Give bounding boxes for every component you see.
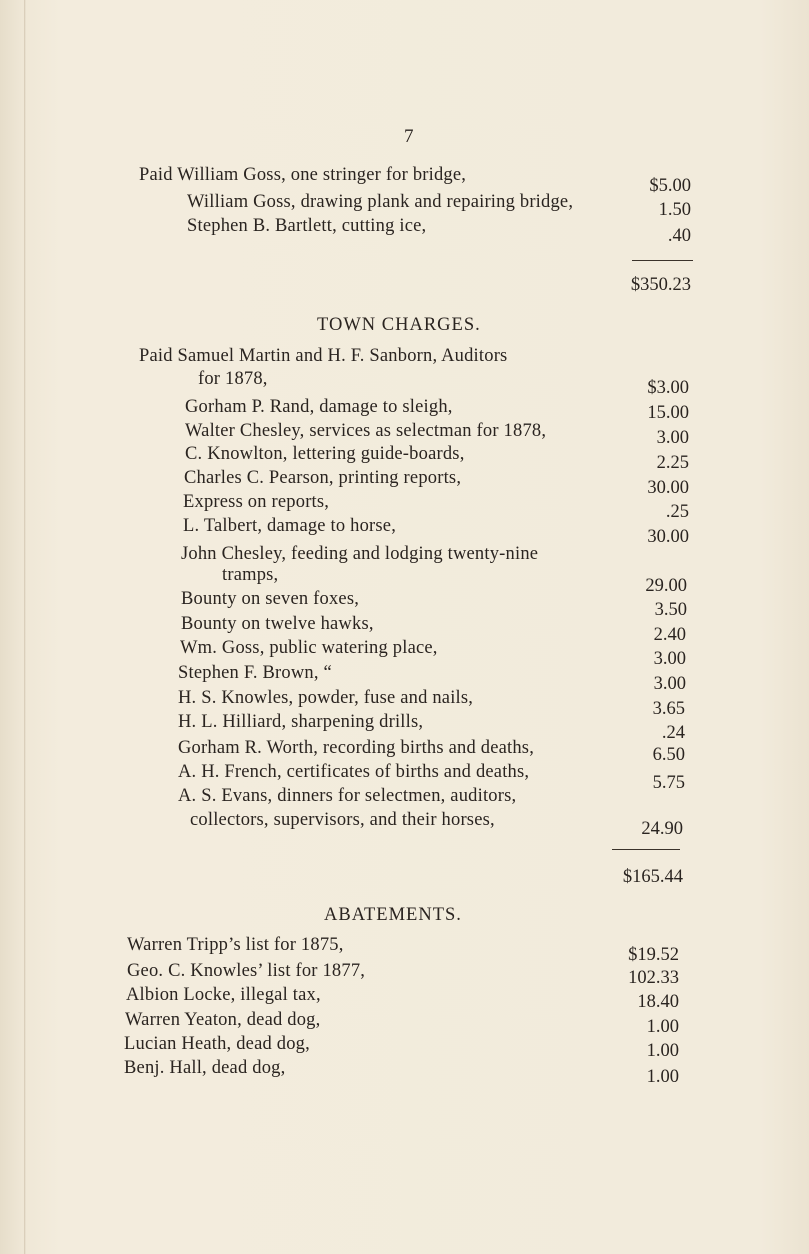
entry-amount: 3.00 <box>653 649 686 669</box>
section-total: $350.23 <box>630 275 691 295</box>
entry-description: A. S. Evans, dinners for selectmen, auditors, <box>178 786 517 806</box>
entry-description: Bounty on seven foxes, <box>181 589 360 609</box>
entry-description: William Goss, drawing plank and repairing bridge, <box>187 192 574 212</box>
entry-amount: 24.90 <box>641 819 683 839</box>
entry-description: H. L. Hilliard, sharpening drills, <box>178 712 424 732</box>
total-rule <box>632 260 693 261</box>
entry-description: L. Talbert, damage to horse, <box>183 516 397 536</box>
entry-amount: 15.00 <box>647 403 689 423</box>
entry-description: A. H. French, certificates of births and deaths, <box>178 762 530 782</box>
entry-description: Warren Yeaton, dead dog, <box>125 1010 321 1030</box>
entry-description: C. Knowlton, lettering guide-boards, <box>185 444 465 464</box>
entry-amount: 102.33 <box>628 968 679 988</box>
entry-description: Paid Samuel Martin and H. F. Sanborn, Auditors <box>139 346 508 366</box>
entry-amount: 3.00 <box>656 428 689 448</box>
entry-amount: .24 <box>661 723 685 743</box>
entry-description: Paid William Goss, one stringer for bridge, <box>139 165 467 185</box>
entry-description: Lucian Heath, dead dog, <box>124 1034 310 1054</box>
section-heading-town-charges: TOWN CHARGES. <box>317 315 481 335</box>
entry-description: John Chesley, feeding and lodging twenty-nine <box>181 544 539 564</box>
entry-amount: $5.00 <box>649 176 691 196</box>
entry-amount: .40 <box>667 226 691 246</box>
entry-amount: 1.00 <box>646 1041 679 1061</box>
page-number: 7 <box>404 126 414 147</box>
entry-amount: 1.00 <box>646 1017 679 1037</box>
entry-amount: 3.00 <box>653 674 686 694</box>
entry-amount: 1.50 <box>658 200 691 220</box>
entry-amount: .25 <box>665 502 689 522</box>
entry-amount: 5.75 <box>652 773 685 793</box>
entry-description: Stephen B. Bartlett, cutting ice, <box>187 216 427 236</box>
entry-description: H. S. Knowles, powder, fuse and nails, <box>178 688 474 708</box>
entry-amount: 18.40 <box>637 992 679 1012</box>
entry-description: tramps, <box>222 565 279 585</box>
entry-amount: 6.50 <box>652 745 685 765</box>
entry-description: Charles C. Pearson, printing reports, <box>184 468 462 488</box>
entry-description: Gorham P. Rand, damage to sleigh, <box>185 397 453 417</box>
entry-description: for 1878, <box>198 369 268 389</box>
section-heading-abatements: ABATEMENTS. <box>324 905 462 925</box>
entry-description: collectors, supervisors, and their horses, <box>190 810 495 830</box>
total-rule <box>612 849 680 850</box>
entry-amount: 3.65 <box>652 699 685 719</box>
section-total: $165.44 <box>622 867 683 887</box>
entry-description: Express on reports, <box>183 492 330 512</box>
entry-amount: 2.25 <box>656 453 689 473</box>
entry-amount: 3.50 <box>654 600 687 620</box>
entry-description: Bounty on twelve hawks, <box>181 614 374 634</box>
entry-description: Stephen F. Brown, “ <box>178 663 332 683</box>
entry-amount: 30.00 <box>647 527 689 547</box>
entry-description: Benj. Hall, dead dog, <box>124 1058 286 1078</box>
entry-description: Warren Tripp’s list for 1875, <box>127 935 344 955</box>
entry-description: Walter Chesley, services as selectman for 1878, <box>185 421 547 441</box>
entry-amount: $3.00 <box>647 378 689 398</box>
entry-description: Wm. Goss, public watering place, <box>180 638 438 658</box>
page-gutter-shadow <box>24 0 26 1254</box>
entry-amount: 30.00 <box>647 478 689 498</box>
entry-amount: $19.52 <box>628 945 679 965</box>
entry-description: Gorham R. Worth, recording births and deaths, <box>178 738 535 758</box>
entry-amount: 29.00 <box>645 576 687 596</box>
entry-amount: 1.00 <box>646 1067 679 1087</box>
entry-description: Geo. C. Knowles’ list for 1877, <box>127 961 366 981</box>
entry-amount: 2.40 <box>653 625 686 645</box>
entry-description: Albion Locke, illegal tax, <box>126 985 321 1005</box>
